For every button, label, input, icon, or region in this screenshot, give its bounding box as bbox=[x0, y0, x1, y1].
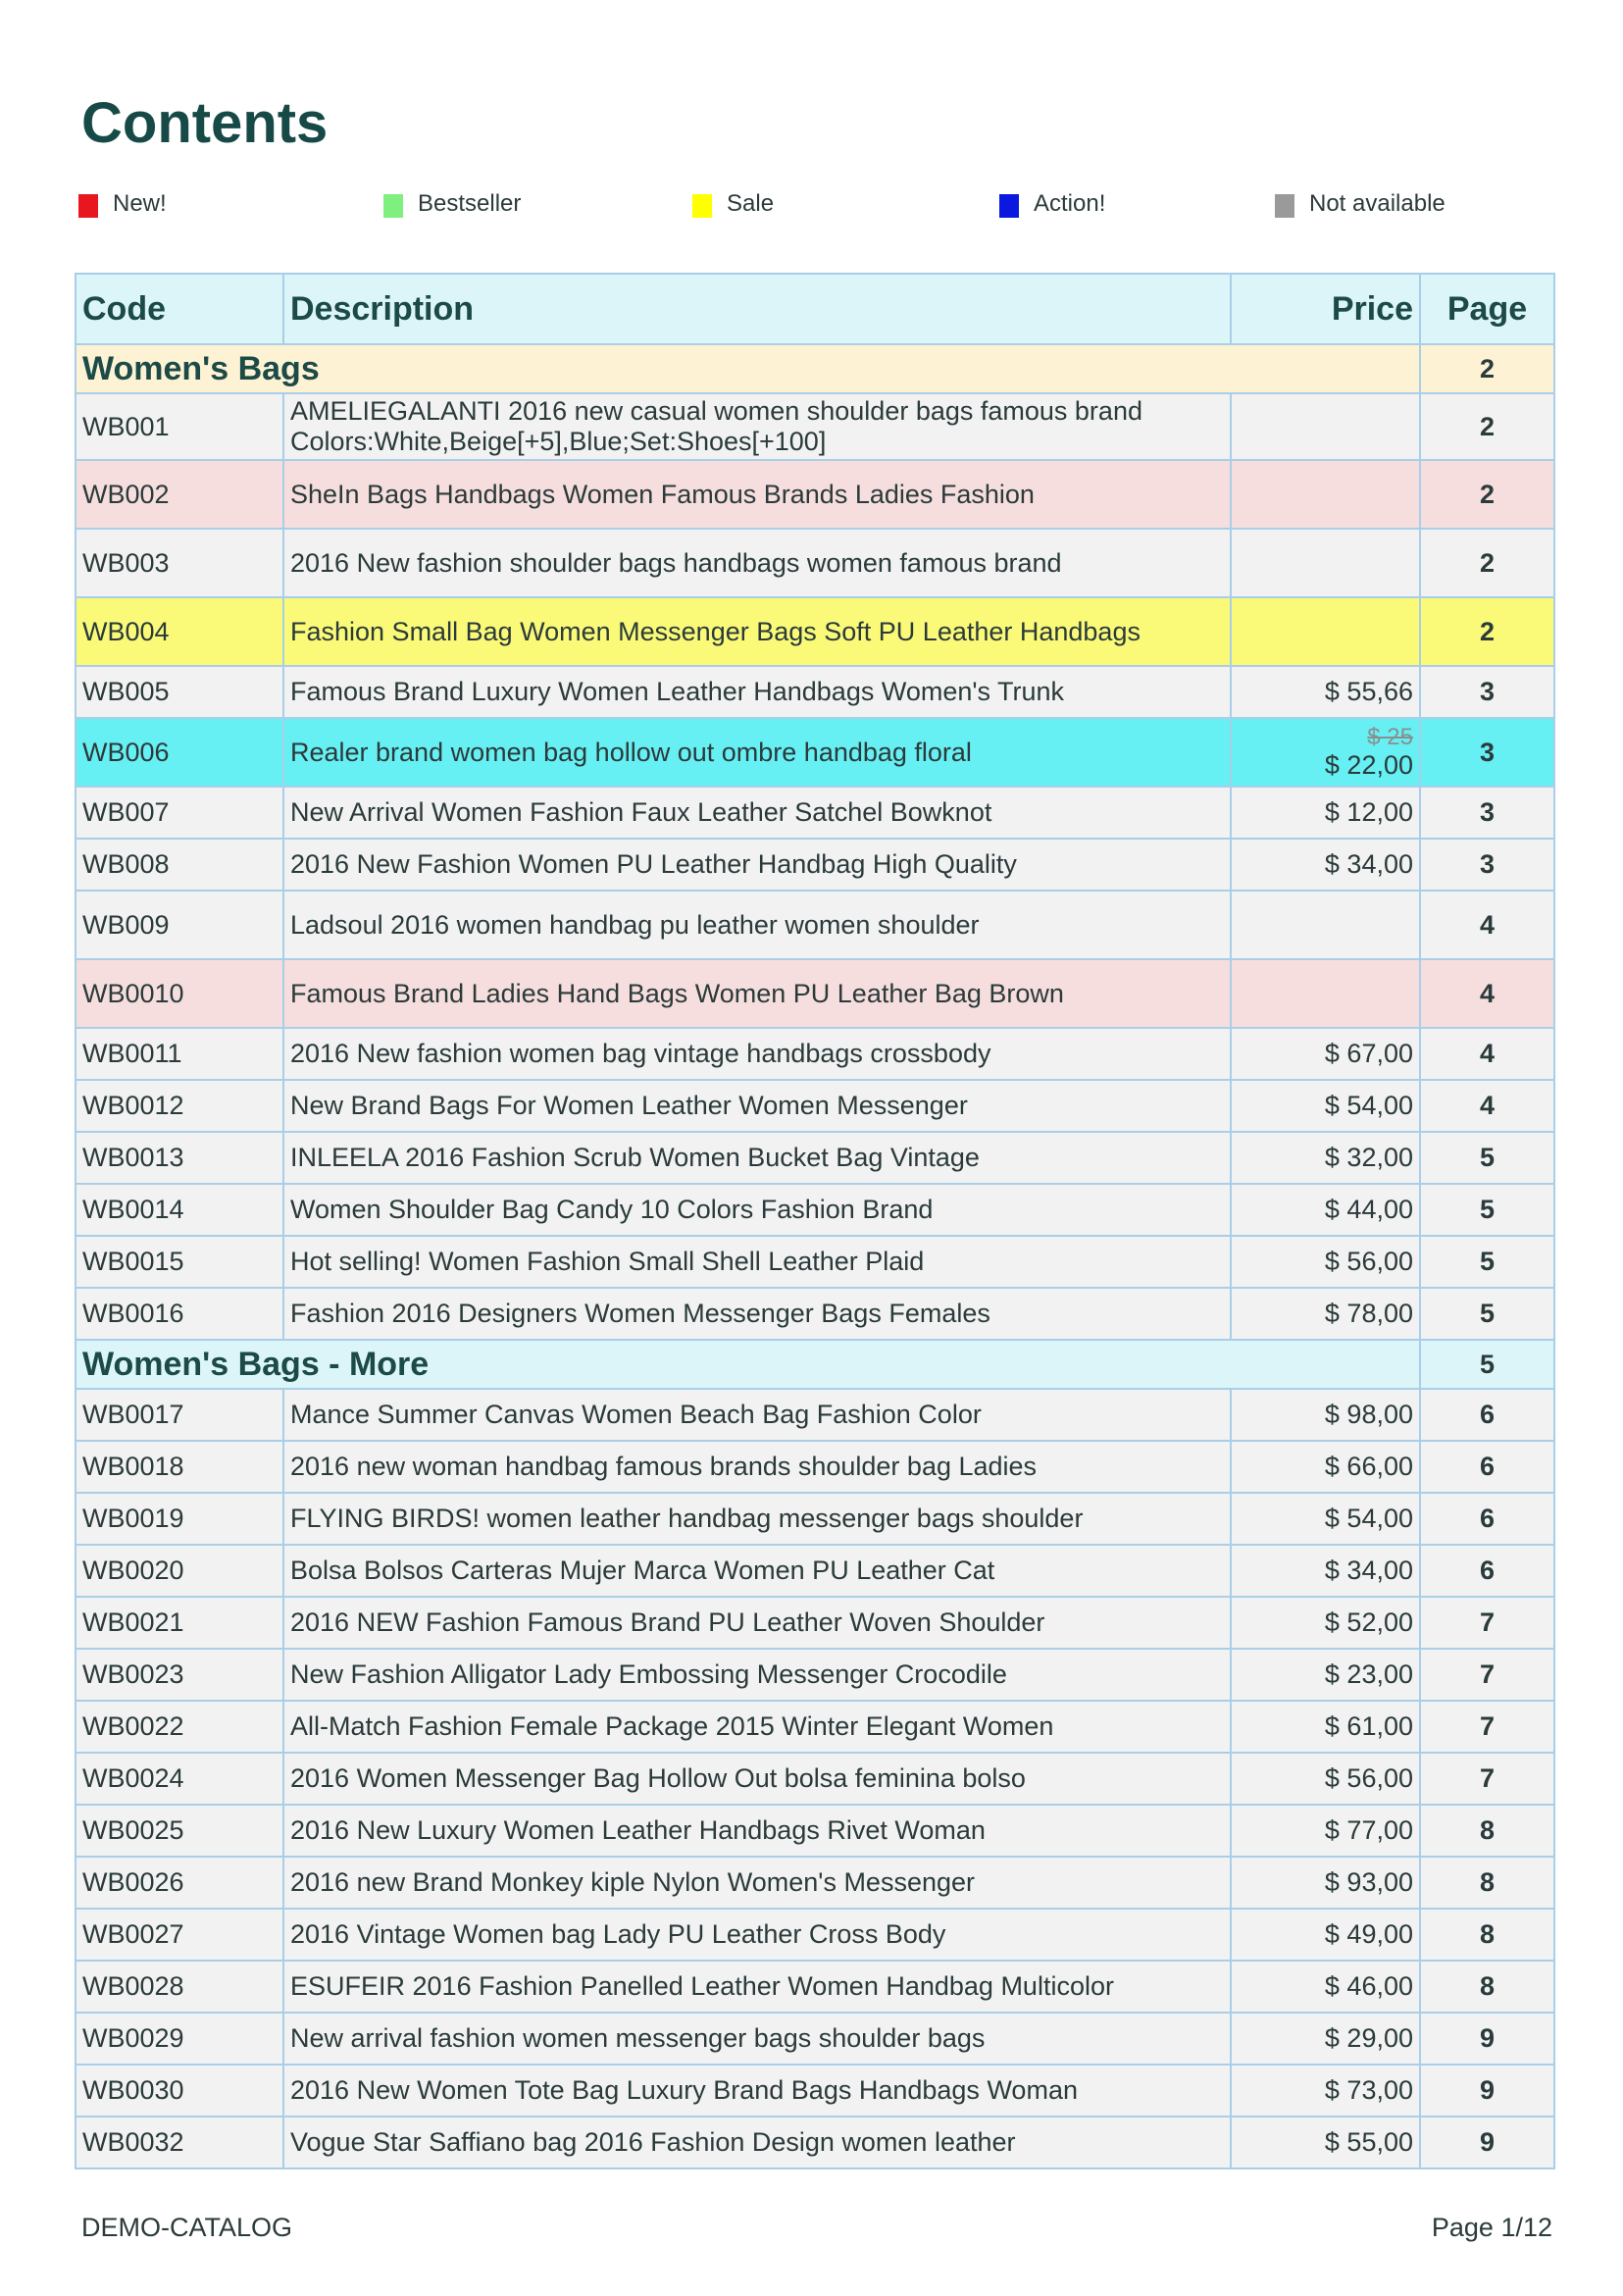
product-page: 7 bbox=[1420, 1649, 1554, 1701]
product-description: Ladsoul 2016 women handbag pu leather women shoulder bbox=[283, 891, 1231, 959]
product-code bbox=[76, 1597, 283, 1649]
product-price bbox=[1231, 1701, 1420, 1753]
product-page: 5 bbox=[1420, 1184, 1554, 1236]
table-header-row bbox=[76, 274, 1554, 344]
product-code-text: WB0017 bbox=[82, 1400, 184, 1429]
product-price bbox=[1231, 1389, 1420, 1441]
section-title: Women's Bags bbox=[76, 344, 1420, 393]
current-price: $ 32,00 bbox=[1324, 1143, 1413, 1172]
legend bbox=[0, 186, 1623, 226]
product-page: 5 bbox=[1420, 1288, 1554, 1340]
product-price bbox=[1231, 1545, 1420, 1597]
product-page: 6 bbox=[1420, 1493, 1554, 1545]
product-code bbox=[76, 1961, 283, 2013]
product-code bbox=[76, 718, 283, 787]
product-price bbox=[1231, 1132, 1420, 1184]
legend-label-new: New! bbox=[113, 190, 167, 217]
table-row[interactable] bbox=[76, 2117, 1554, 2168]
table-row[interactable] bbox=[76, 1649, 1554, 1701]
table-body bbox=[76, 344, 1554, 2168]
table-row[interactable] bbox=[76, 1493, 1554, 1545]
product-code-text: WB0015 bbox=[82, 1247, 184, 1276]
section-title: Women's Bags - More bbox=[76, 1340, 1420, 1389]
product-page: 5 bbox=[1420, 1236, 1554, 1288]
product-code-text: WB005 bbox=[82, 677, 170, 706]
product-page: 4 bbox=[1420, 1028, 1554, 1080]
table-row[interactable] bbox=[76, 1597, 1554, 1649]
product-code bbox=[76, 1028, 283, 1080]
product-code-text: WB0012 bbox=[82, 1091, 184, 1120]
product-code bbox=[76, 1132, 283, 1184]
product-code bbox=[76, 891, 283, 959]
product-price bbox=[1231, 787, 1420, 839]
table-row[interactable] bbox=[76, 1545, 1554, 1597]
product-code bbox=[76, 839, 283, 891]
section-row[interactable] bbox=[76, 344, 1554, 393]
product-description: Fashion 2016 Designers Women Messenger Bags Females bbox=[283, 1288, 1231, 1340]
product-price bbox=[1231, 1649, 1420, 1701]
product-code-text: WB0027 bbox=[82, 1919, 184, 1949]
product-code-text: WB0028 bbox=[82, 1971, 184, 2001]
product-price bbox=[1231, 393, 1420, 460]
product-description: ESUFEIR 2016 Fashion Panelled Leather Women Handbag Multicolor bbox=[283, 1961, 1231, 2013]
product-code bbox=[76, 1288, 283, 1340]
table-row[interactable] bbox=[76, 1909, 1554, 1961]
current-price: $ 98,00 bbox=[1324, 1400, 1413, 1429]
product-price bbox=[1231, 1857, 1420, 1909]
product-description: 2016 New Luxury Women Leather Handbags Rivet Woman bbox=[283, 1805, 1231, 1857]
product-page: 7 bbox=[1420, 1753, 1554, 1805]
table-row[interactable] bbox=[76, 1389, 1554, 1441]
product-code-text: WB009 bbox=[82, 909, 170, 940]
product-code-text: WB0024 bbox=[82, 1763, 184, 1793]
product-description: Women Shoulder Bag Candy 10 Colors Fashion Brand bbox=[283, 1184, 1231, 1236]
legend-label-sale: Sale bbox=[727, 190, 775, 217]
current-price: $ 55,00 bbox=[1324, 2127, 1413, 2157]
product-code-text: WB007 bbox=[82, 797, 170, 827]
product-code-text: WB008 bbox=[82, 849, 170, 879]
product-price bbox=[1231, 891, 1420, 959]
current-price: $ 56,00 bbox=[1324, 1247, 1413, 1276]
product-page: 3 bbox=[1420, 787, 1554, 839]
table-row[interactable] bbox=[76, 529, 1554, 597]
product-page: 5 bbox=[1420, 1132, 1554, 1184]
current-price: $ 23,00 bbox=[1324, 1659, 1413, 1689]
product-code-text: WB0018 bbox=[82, 1452, 184, 1481]
product-price bbox=[1231, 2117, 1420, 2168]
product-code bbox=[76, 959, 283, 1028]
product-price bbox=[1231, 718, 1420, 787]
product-code bbox=[76, 1184, 283, 1236]
table-row[interactable] bbox=[76, 597, 1554, 666]
product-price bbox=[1231, 2065, 1420, 2117]
table-row[interactable] bbox=[76, 1961, 1554, 2013]
contents-table bbox=[75, 273, 1555, 2169]
product-code-text: WB0013 bbox=[82, 1143, 184, 1172]
product-code-text: WB006 bbox=[82, 737, 170, 767]
product-code bbox=[76, 1701, 283, 1753]
product-description: All-Match Fashion Female Package 2015 Winter Elegant Women bbox=[283, 1701, 1231, 1753]
current-price: $ 12,00 bbox=[1324, 797, 1413, 827]
product-description: 2016 Women Messenger Bag Hollow Out bolsa feminina bolso bbox=[283, 1753, 1231, 1805]
table-row[interactable] bbox=[76, 1805, 1554, 1857]
product-code-text: WB0026 bbox=[82, 1867, 184, 1897]
table-row[interactable] bbox=[76, 718, 1554, 787]
table-row[interactable] bbox=[76, 1028, 1554, 1080]
table-row[interactable] bbox=[76, 839, 1554, 891]
product-code-text: WB0014 bbox=[82, 1195, 184, 1224]
product-page: 4 bbox=[1420, 959, 1554, 1028]
product-code-text: WB004 bbox=[82, 616, 170, 646]
product-code bbox=[76, 529, 283, 597]
column-header-price: Price bbox=[1231, 274, 1420, 344]
product-price bbox=[1231, 1961, 1420, 2013]
product-code bbox=[76, 460, 283, 529]
product-code bbox=[76, 2117, 283, 2168]
current-price: $ 54,00 bbox=[1324, 1091, 1413, 1120]
legend-swatch-bestseller bbox=[383, 194, 403, 218]
current-price: $ 78,00 bbox=[1324, 1299, 1413, 1328]
product-code bbox=[76, 787, 283, 839]
product-page: 8 bbox=[1420, 1805, 1554, 1857]
product-code bbox=[76, 1649, 283, 1701]
current-price: $ 55,66 bbox=[1324, 677, 1413, 706]
product-description: New Arrival Women Fashion Faux Leather Satchel Bowknot bbox=[283, 787, 1231, 839]
product-price bbox=[1231, 1597, 1420, 1649]
current-price: $ 44,00 bbox=[1324, 1195, 1413, 1224]
product-code bbox=[76, 666, 283, 718]
current-price: $ 93,00 bbox=[1324, 1867, 1413, 1897]
current-price: $ 61,00 bbox=[1324, 1711, 1413, 1741]
current-price: $ 34,00 bbox=[1324, 1556, 1413, 1585]
product-price bbox=[1231, 1288, 1420, 1340]
table-row[interactable] bbox=[76, 959, 1554, 1028]
current-price: $ 29,00 bbox=[1324, 2023, 1413, 2053]
product-description: New arrival fashion women messenger bags shoulder bags bbox=[283, 2013, 1231, 2065]
product-description: New Brand Bags For Women Leather Women Messenger bbox=[283, 1080, 1231, 1132]
product-code bbox=[76, 1753, 283, 1805]
product-code bbox=[76, 1080, 283, 1132]
product-page: 6 bbox=[1420, 1389, 1554, 1441]
product-page: 2 bbox=[1420, 393, 1554, 460]
product-description: AMELIEGALANTI 2016 new casual women shoulder bags famous brand Colors:White,Beige[+5],Blue;Set:Shoes[+100] bbox=[283, 393, 1231, 460]
table-row[interactable] bbox=[76, 2065, 1554, 2117]
column-header-code: Code bbox=[76, 274, 283, 344]
product-page: 8 bbox=[1420, 1961, 1554, 2013]
product-price bbox=[1231, 1184, 1420, 1236]
product-description: Famous Brand Luxury Women Leather Handbags Women's Trunk bbox=[283, 666, 1231, 718]
product-code-text: WB0010 bbox=[82, 978, 184, 1008]
product-price bbox=[1231, 1236, 1420, 1288]
product-description: 2016 new Brand Monkey kiple Nylon Women's Messenger bbox=[283, 1857, 1231, 1909]
product-page: 9 bbox=[1420, 2013, 1554, 2065]
legend-swatch-not-available bbox=[1275, 194, 1294, 218]
product-page: 4 bbox=[1420, 1080, 1554, 1132]
table-row[interactable] bbox=[76, 1236, 1554, 1288]
legend-label-not-available: Not available bbox=[1309, 190, 1445, 217]
product-code-text: WB0025 bbox=[82, 1815, 184, 1845]
product-price bbox=[1231, 1441, 1420, 1493]
product-code bbox=[76, 1909, 283, 1961]
product-price bbox=[1231, 1080, 1420, 1132]
product-page: 6 bbox=[1420, 1545, 1554, 1597]
product-description: FLYING BIRDS! women leather handbag messenger bags shoulder bbox=[283, 1493, 1231, 1545]
product-code bbox=[76, 597, 283, 666]
table-row[interactable] bbox=[76, 1753, 1554, 1805]
product-description: Vogue Star Saffiano bag 2016 Fashion Design women leather bbox=[283, 2117, 1231, 2168]
page-title: Contents bbox=[81, 91, 329, 155]
table-row[interactable] bbox=[76, 393, 1554, 460]
product-price bbox=[1231, 2013, 1420, 2065]
product-code bbox=[76, 2013, 283, 2065]
product-description: Mance Summer Canvas Women Beach Bag Fashion Color bbox=[283, 1389, 1231, 1441]
product-code-text: WB0032 bbox=[82, 2127, 184, 2157]
legend-swatch-action bbox=[999, 194, 1019, 218]
product-code bbox=[76, 393, 283, 460]
product-page: 8 bbox=[1420, 1857, 1554, 1909]
product-description: 2016 Vintage Women bag Lady PU Leather Cross Body bbox=[283, 1909, 1231, 1961]
product-description: Bolsa Bolsos Carteras Mujer Marca Women PU Leather Cat bbox=[283, 1545, 1231, 1597]
table-row[interactable] bbox=[76, 1288, 1554, 1340]
product-description: 2016 NEW Fashion Famous Brand PU Leather Woven Shoulder bbox=[283, 1597, 1231, 1649]
current-price: $ 66,00 bbox=[1324, 1452, 1413, 1481]
product-price bbox=[1231, 529, 1420, 597]
product-price bbox=[1231, 1028, 1420, 1080]
table-row[interactable] bbox=[76, 460, 1554, 529]
current-price: $ 22,00 bbox=[1324, 749, 1413, 780]
product-description: INLEELA 2016 Fashion Scrub Women Bucket Bag Vintage bbox=[283, 1132, 1231, 1184]
footer-catalog-name: DEMO-CATALOG bbox=[81, 2213, 293, 2242]
product-page: 8 bbox=[1420, 1909, 1554, 1961]
product-code-text: WB0022 bbox=[82, 1711, 184, 1741]
product-price bbox=[1231, 1493, 1420, 1545]
product-code bbox=[76, 1389, 283, 1441]
product-description: 2016 New Women Tote Bag Luxury Brand Bags Handbags Woman bbox=[283, 2065, 1231, 2117]
column-header-page: Page bbox=[1420, 274, 1554, 344]
product-description: New Fashion Alligator Lady Embossing Messenger Crocodile bbox=[283, 1649, 1231, 1701]
current-price: $ 77,00 bbox=[1324, 1815, 1413, 1845]
product-code-text: WB0019 bbox=[82, 1504, 184, 1533]
product-description: Fashion Small Bag Women Messenger Bags Soft PU Leather Handbags bbox=[283, 597, 1231, 666]
product-price bbox=[1231, 597, 1420, 666]
product-page: 2 bbox=[1420, 460, 1554, 529]
product-code-text: WB003 bbox=[82, 547, 170, 578]
product-page: 6 bbox=[1420, 1441, 1554, 1493]
product-code-text: WB0016 bbox=[82, 1299, 184, 1328]
current-price: $ 46,00 bbox=[1324, 1971, 1413, 2001]
product-description: Realer brand women bag hollow out ombre handbag floral bbox=[283, 718, 1231, 787]
current-price: $ 56,00 bbox=[1324, 1763, 1413, 1793]
product-page: 7 bbox=[1420, 1597, 1554, 1649]
product-description: 2016 New fashion women bag vintage handbags crossbody bbox=[283, 1028, 1231, 1080]
table-row[interactable] bbox=[76, 891, 1554, 959]
table-row[interactable] bbox=[76, 1184, 1554, 1236]
table-row[interactable] bbox=[76, 1857, 1554, 1909]
product-page: 2 bbox=[1420, 529, 1554, 597]
footer-page-number: Page 1/12 bbox=[1431, 2213, 1552, 2242]
table-row[interactable] bbox=[76, 1701, 1554, 1753]
current-price: $ 54,00 bbox=[1324, 1504, 1413, 1533]
product-code-text: WB0029 bbox=[82, 2023, 184, 2053]
product-price bbox=[1231, 1909, 1420, 1961]
product-page: 9 bbox=[1420, 2117, 1554, 2168]
product-code bbox=[76, 2065, 283, 2117]
product-page: 4 bbox=[1420, 891, 1554, 959]
product-description: 2016 New Fashion Women PU Leather Handbag High Quality bbox=[283, 839, 1231, 891]
product-code-text: WB0023 bbox=[82, 1659, 184, 1689]
product-price bbox=[1231, 666, 1420, 718]
product-price bbox=[1231, 959, 1420, 1028]
product-code bbox=[76, 1493, 283, 1545]
table-row[interactable] bbox=[76, 1441, 1554, 1493]
product-page: 3 bbox=[1420, 666, 1554, 718]
product-description: Hot selling! Women Fashion Small Shell Leather Plaid bbox=[283, 1236, 1231, 1288]
product-code-text: WB0030 bbox=[82, 2075, 184, 2105]
product-code bbox=[76, 1441, 283, 1493]
product-page: 3 bbox=[1420, 839, 1554, 891]
product-description: 2016 New fashion shoulder bags handbags women famous brand bbox=[283, 529, 1231, 597]
product-price bbox=[1231, 460, 1420, 529]
product-page: 9 bbox=[1420, 2065, 1554, 2117]
product-code-text: WB0021 bbox=[82, 1607, 184, 1637]
table-row[interactable] bbox=[76, 787, 1554, 839]
product-code bbox=[76, 1805, 283, 1857]
old-price: $ 25 bbox=[1367, 723, 1413, 750]
product-code-text: WB0011 bbox=[82, 1039, 182, 1068]
legend-label-action: Action! bbox=[1034, 190, 1106, 217]
section-page: 5 bbox=[1420, 1340, 1554, 1389]
legend-label-bestseller: Bestseller bbox=[418, 190, 522, 217]
current-price: $ 34,00 bbox=[1324, 849, 1413, 879]
product-description: Famous Brand Ladies Hand Bags Women PU Leather Bag Brown bbox=[283, 959, 1231, 1028]
table-row[interactable] bbox=[76, 2013, 1554, 2065]
current-price: $ 49,00 bbox=[1324, 1919, 1413, 1949]
current-price: $ 73,00 bbox=[1324, 2075, 1413, 2105]
product-description: 2016 new woman handbag famous brands shoulder bag Ladies bbox=[283, 1441, 1231, 1493]
product-description: SheIn Bags Handbags Women Famous Brands Ladies Fashion bbox=[283, 460, 1231, 529]
product-code-text: WB0020 bbox=[82, 1556, 184, 1585]
table-row[interactable] bbox=[76, 666, 1554, 718]
product-page: 3 bbox=[1420, 718, 1554, 787]
legend-swatch-sale bbox=[692, 194, 712, 218]
legend-swatch-new bbox=[78, 194, 98, 218]
product-price bbox=[1231, 1753, 1420, 1805]
product-price bbox=[1231, 1805, 1420, 1857]
table-row[interactable] bbox=[76, 1132, 1554, 1184]
product-page: 7 bbox=[1420, 1701, 1554, 1753]
current-price: $ 52,00 bbox=[1324, 1607, 1413, 1637]
section-page: 2 bbox=[1420, 344, 1554, 393]
current-price: $ 67,00 bbox=[1324, 1039, 1413, 1068]
table-row[interactable] bbox=[76, 1080, 1554, 1132]
product-code-text: WB001 bbox=[82, 411, 170, 441]
product-page: 2 bbox=[1420, 597, 1554, 666]
product-code bbox=[76, 1236, 283, 1288]
product-code bbox=[76, 1545, 283, 1597]
column-header-description: Description bbox=[283, 274, 1231, 344]
section-row[interactable] bbox=[76, 1340, 1554, 1389]
product-price bbox=[1231, 839, 1420, 891]
product-code bbox=[76, 1857, 283, 1909]
product-code-text: WB002 bbox=[82, 479, 170, 509]
